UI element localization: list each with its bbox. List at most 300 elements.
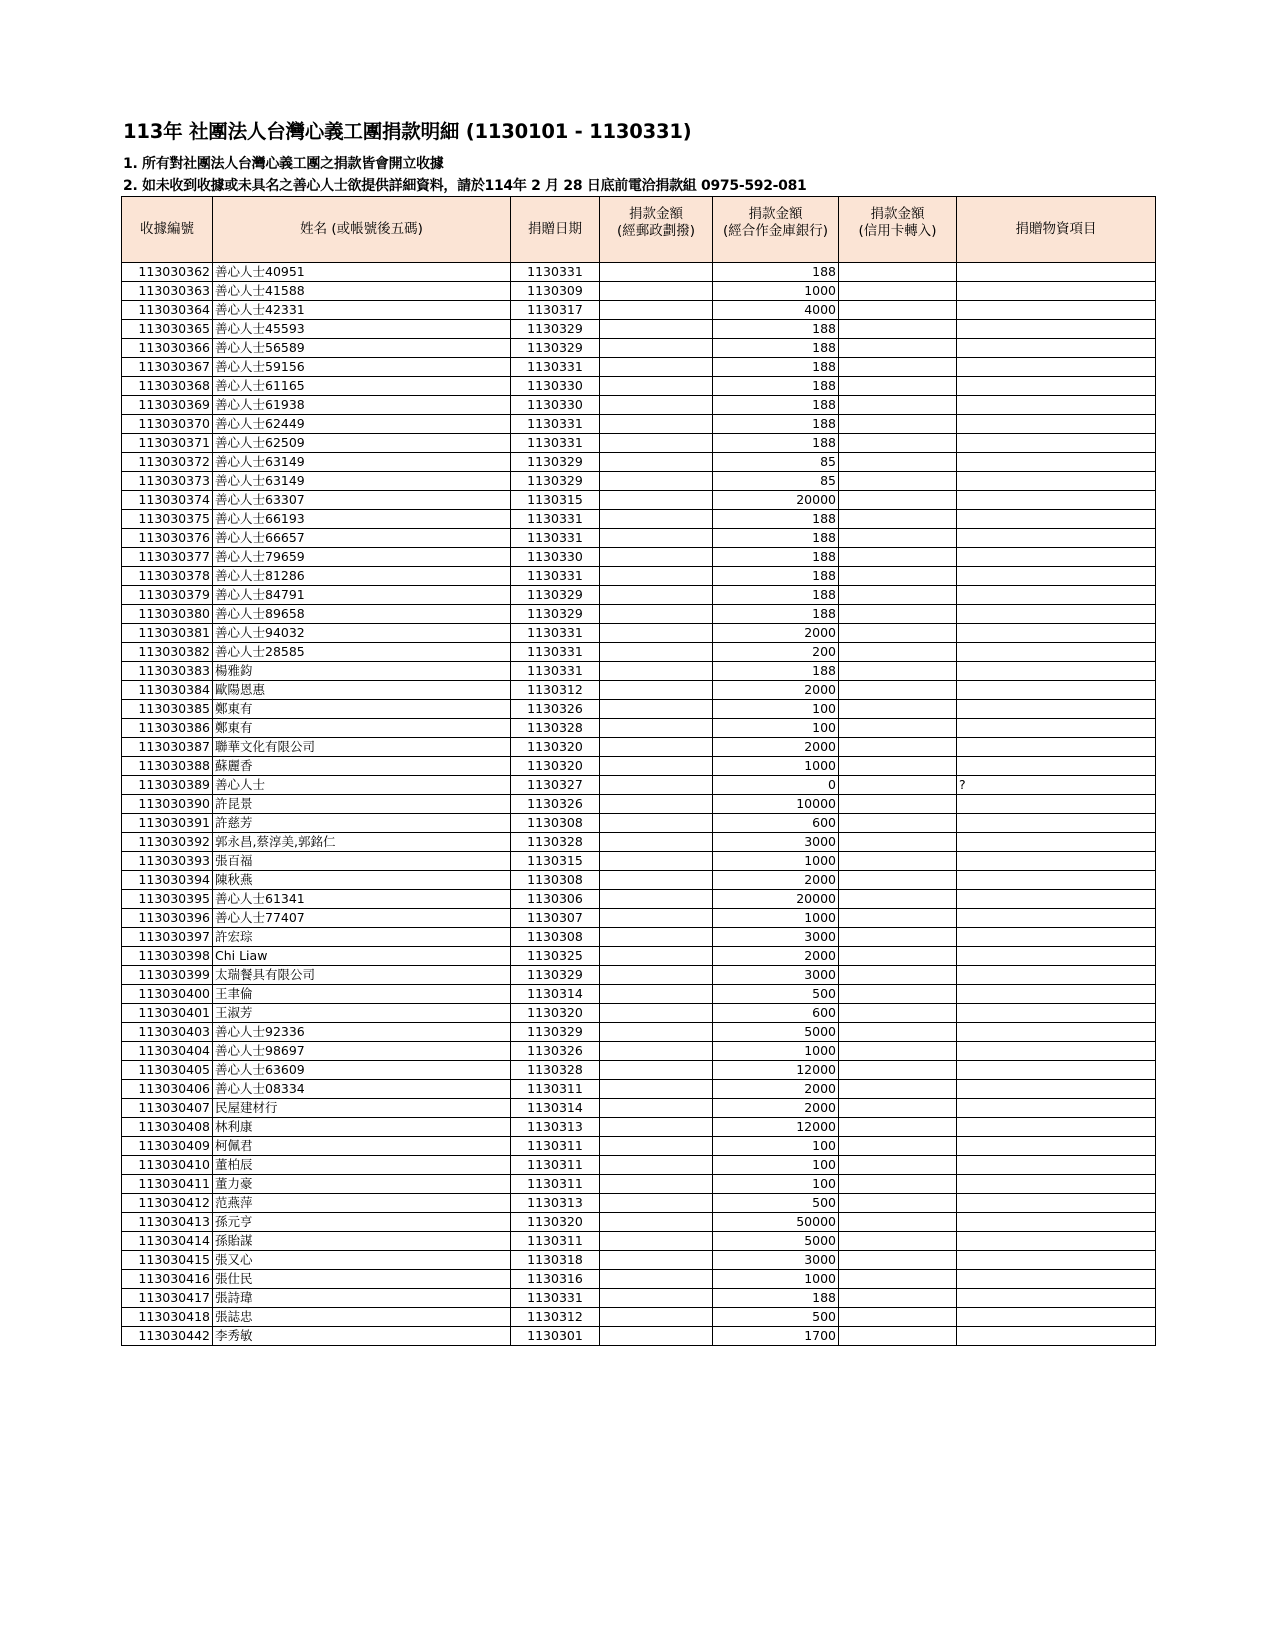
table-row <box>122 1137 1156 1156</box>
table-body <box>122 263 1156 1346</box>
cell-goods <box>957 605 1156 624</box>
cell-date: 1130328 <box>511 1061 600 1080</box>
cell-goods <box>957 947 1156 966</box>
cell-card <box>839 472 957 491</box>
cell-name: 張仕民 <box>213 1270 511 1289</box>
table-row <box>122 510 1156 529</box>
cell-card <box>839 700 957 719</box>
cell-date: 1130312 <box>511 1308 600 1327</box>
col-header-bank <box>713 197 839 263</box>
cell-receipt: 113030393 <box>122 852 213 871</box>
cell-date: 1130314 <box>511 1099 600 1118</box>
cell-card <box>839 1099 957 1118</box>
cell-goods <box>957 909 1156 928</box>
col-header-bank-line2: (經合作金庫銀行) <box>722 223 829 239</box>
cell-name: 善心人士61165 <box>213 377 511 396</box>
cell-card <box>839 757 957 776</box>
cell-date: 1130329 <box>511 1023 600 1042</box>
cell-goods <box>957 491 1156 510</box>
cell-goods <box>957 757 1156 776</box>
cell-postal <box>600 529 713 548</box>
cell-goods <box>957 985 1156 1004</box>
table-row <box>122 1270 1156 1289</box>
table-row <box>122 719 1156 738</box>
cell-card <box>839 339 957 358</box>
cell-date: 1130328 <box>511 719 600 738</box>
cell-postal <box>600 985 713 1004</box>
cell-name: 鄭東有 <box>213 700 511 719</box>
cell-name: 孫元亨 <box>213 1213 511 1232</box>
cell-receipt: 113030365 <box>122 320 213 339</box>
cell-bank: 0 <box>713 776 839 795</box>
cell-bank: 3000 <box>713 966 839 985</box>
cell-date: 1130331 <box>511 358 600 377</box>
table-row <box>122 681 1156 700</box>
cell-receipt: 113030384 <box>122 681 213 700</box>
cell-card <box>839 852 957 871</box>
cell-bank: 100 <box>713 1137 839 1156</box>
cell-receipt: 113030390 <box>122 795 213 814</box>
cell-name: 善心人士28585 <box>213 643 511 662</box>
cell-postal <box>600 453 713 472</box>
cell-date: 1130320 <box>511 1213 600 1232</box>
cell-goods <box>957 1023 1156 1042</box>
table-row <box>122 738 1156 757</box>
cell-postal <box>600 700 713 719</box>
cell-goods <box>957 567 1156 586</box>
cell-bank: 85 <box>713 472 839 491</box>
cell-postal <box>600 1175 713 1194</box>
cell-date: 1130309 <box>511 282 600 301</box>
cell-postal <box>600 320 713 339</box>
cell-name: 民屋建材行 <box>213 1099 511 1118</box>
cell-card <box>839 1042 957 1061</box>
cell-goods <box>957 624 1156 643</box>
cell-goods <box>957 1080 1156 1099</box>
cell-goods <box>957 1118 1156 1137</box>
table-header-row <box>122 197 1156 263</box>
cell-bank: 50000 <box>713 1213 839 1232</box>
col-header-goods: 捐贈物資項目 <box>957 197 1156 263</box>
table-row <box>122 605 1156 624</box>
cell-card <box>839 1232 957 1251</box>
cell-name: 善心人士63307 <box>213 491 511 510</box>
cell-postal <box>600 662 713 681</box>
cell-card <box>839 966 957 985</box>
cell-name: 許昆景 <box>213 795 511 814</box>
cell-postal <box>600 871 713 890</box>
table-row <box>122 757 1156 776</box>
table-row <box>122 434 1156 453</box>
cell-goods <box>957 1251 1156 1270</box>
table-row <box>122 339 1156 358</box>
cell-name: 張又心 <box>213 1251 511 1270</box>
cell-receipt: 113030372 <box>122 453 213 472</box>
cell-goods <box>957 643 1156 662</box>
cell-name: 聯華文化有限公司 <box>213 738 511 757</box>
cell-goods <box>957 662 1156 681</box>
cell-goods <box>957 320 1156 339</box>
cell-name: 善心人士61341 <box>213 890 511 909</box>
table-row <box>122 1213 1156 1232</box>
cell-receipt: 113030371 <box>122 434 213 453</box>
cell-postal <box>600 947 713 966</box>
cell-bank: 188 <box>713 510 839 529</box>
cell-date: 1130331 <box>511 529 600 548</box>
cell-bank: 12000 <box>713 1118 839 1137</box>
cell-bank: 5000 <box>713 1023 839 1042</box>
cell-postal <box>600 681 713 700</box>
cell-date: 1130312 <box>511 681 600 700</box>
cell-bank: 1000 <box>713 1042 839 1061</box>
cell-postal <box>600 1004 713 1023</box>
cell-date: 1130308 <box>511 928 600 947</box>
table-row <box>122 966 1156 985</box>
cell-card <box>839 301 957 320</box>
cell-goods <box>957 871 1156 890</box>
cell-date: 1130330 <box>511 396 600 415</box>
table-row <box>122 567 1156 586</box>
page-title: 113年 社團法人台灣心義工團捐款明細 (1130101 - 1130331) <box>123 120 692 143</box>
cell-name: 善心人士94032 <box>213 624 511 643</box>
cell-card <box>839 624 957 643</box>
cell-goods <box>957 453 1156 472</box>
cell-name: 善心人士63149 <box>213 472 511 491</box>
cell-date: 1130331 <box>511 1289 600 1308</box>
table-row <box>122 776 1156 795</box>
cell-date: 1130329 <box>511 605 600 624</box>
cell-postal <box>600 339 713 358</box>
cell-card <box>839 833 957 852</box>
cell-receipt: 113030398 <box>122 947 213 966</box>
table-row <box>122 529 1156 548</box>
table-row <box>122 871 1156 890</box>
cell-postal <box>600 852 713 871</box>
cell-postal <box>600 415 713 434</box>
cell-date: 1130331 <box>511 567 600 586</box>
cell-bank: 2000 <box>713 738 839 757</box>
cell-receipt: 113030418 <box>122 1308 213 1327</box>
cell-name: 善心人士62449 <box>213 415 511 434</box>
cell-name: 善心人士77407 <box>213 909 511 928</box>
cell-goods <box>957 681 1156 700</box>
cell-postal <box>600 1023 713 1042</box>
cell-receipt: 113030377 <box>122 548 213 567</box>
cell-goods <box>957 1289 1156 1308</box>
cell-name: 王淑芳 <box>213 1004 511 1023</box>
cell-date: 1130329 <box>511 339 600 358</box>
cell-postal <box>600 890 713 909</box>
table-row <box>122 1175 1156 1194</box>
table-row <box>122 586 1156 605</box>
cell-card <box>839 453 957 472</box>
cell-name: 善心人士66657 <box>213 529 511 548</box>
cell-date: 1130331 <box>511 662 600 681</box>
cell-goods <box>957 1156 1156 1175</box>
cell-card <box>839 1156 957 1175</box>
cell-card <box>839 890 957 909</box>
cell-bank: 2000 <box>713 681 839 700</box>
cell-name: 許宏琮 <box>213 928 511 947</box>
cell-card <box>839 586 957 605</box>
cell-date: 1130328 <box>511 833 600 852</box>
cell-goods <box>957 700 1156 719</box>
col-header-card-line2: (信用卡轉入) <box>858 223 937 239</box>
cell-receipt: 113030403 <box>122 1023 213 1042</box>
cell-receipt: 113030399 <box>122 966 213 985</box>
cell-card <box>839 795 957 814</box>
cell-postal <box>600 1289 713 1308</box>
cell-name: 善心人士79659 <box>213 548 511 567</box>
cell-date: 1130315 <box>511 852 600 871</box>
cell-bank: 188 <box>713 377 839 396</box>
cell-receipt: 113030380 <box>122 605 213 624</box>
table-row <box>122 814 1156 833</box>
cell-postal <box>600 1213 713 1232</box>
donation-table <box>121 196 1156 1346</box>
cell-date: 1130311 <box>511 1137 600 1156</box>
cell-name: 柯佩君 <box>213 1137 511 1156</box>
cell-bank: 100 <box>713 719 839 738</box>
cell-card <box>839 1308 957 1327</box>
cell-bank: 1000 <box>713 1270 839 1289</box>
cell-postal <box>600 1061 713 1080</box>
cell-goods <box>957 1194 1156 1213</box>
cell-date: 1130318 <box>511 1251 600 1270</box>
cell-date: 1130329 <box>511 453 600 472</box>
cell-goods <box>957 795 1156 814</box>
cell-receipt: 113030401 <box>122 1004 213 1023</box>
cell-card <box>839 738 957 757</box>
cell-bank: 1000 <box>713 282 839 301</box>
cell-goods <box>957 472 1156 491</box>
cell-postal <box>600 1099 713 1118</box>
table-row <box>122 1327 1156 1346</box>
cell-date: 1130331 <box>511 510 600 529</box>
cell-name: 李秀敏 <box>213 1327 511 1346</box>
cell-card <box>839 1251 957 1270</box>
cell-postal <box>600 491 713 510</box>
cell-name: 楊雅鈞 <box>213 662 511 681</box>
cell-receipt: 113030414 <box>122 1232 213 1251</box>
cell-name: 善心人士59156 <box>213 358 511 377</box>
cell-goods <box>957 263 1156 282</box>
cell-bank: 2000 <box>713 947 839 966</box>
cell-receipt: 113030364 <box>122 301 213 320</box>
cell-name: 鄭東有 <box>213 719 511 738</box>
cell-goods <box>957 377 1156 396</box>
cell-date: 1130320 <box>511 738 600 757</box>
cell-name: 善心人士41588 <box>213 282 511 301</box>
cell-receipt: 113030366 <box>122 339 213 358</box>
cell-receipt: 113030379 <box>122 586 213 605</box>
cell-receipt: 113030373 <box>122 472 213 491</box>
cell-receipt: 113030396 <box>122 909 213 928</box>
cell-bank: 188 <box>713 339 839 358</box>
table-row <box>122 795 1156 814</box>
cell-postal <box>600 1156 713 1175</box>
cell-date: 1130329 <box>511 586 600 605</box>
cell-receipt: 113030404 <box>122 1042 213 1061</box>
cell-postal <box>600 795 713 814</box>
cell-goods <box>957 1175 1156 1194</box>
cell-goods <box>957 1213 1156 1232</box>
cell-bank: 188 <box>713 548 839 567</box>
cell-bank: 4000 <box>713 301 839 320</box>
cell-card <box>839 282 957 301</box>
cell-name: 郭永昌,蔡淳美,郭銘仁 <box>213 833 511 852</box>
table-row <box>122 1042 1156 1061</box>
cell-card <box>839 1194 957 1213</box>
cell-name: Chi Liaw <box>213 947 511 966</box>
cell-receipt: 113030392 <box>122 833 213 852</box>
cell-date: 1130327 <box>511 776 600 795</box>
cell-card <box>839 605 957 624</box>
cell-date: 1130326 <box>511 1042 600 1061</box>
cell-card <box>839 529 957 548</box>
cell-postal <box>600 928 713 947</box>
cell-card <box>839 985 957 1004</box>
table-row <box>122 396 1156 415</box>
table-row <box>122 415 1156 434</box>
cell-name: 善心人士61938 <box>213 396 511 415</box>
note-receipt: 1. 所有對社團法人台灣心義工團之捐款皆會開立收據 <box>123 156 444 172</box>
cell-goods <box>957 833 1156 852</box>
table-row <box>122 263 1156 282</box>
cell-bank: 500 <box>713 1194 839 1213</box>
cell-postal <box>600 776 713 795</box>
cell-name: 張誌忠 <box>213 1308 511 1327</box>
cell-postal <box>600 301 713 320</box>
table-row <box>122 377 1156 396</box>
cell-date: 1130311 <box>511 1232 600 1251</box>
cell-date: 1130331 <box>511 434 600 453</box>
table-row <box>122 1118 1156 1137</box>
cell-date: 1130330 <box>511 548 600 567</box>
table-row <box>122 890 1156 909</box>
table-row <box>122 833 1156 852</box>
cell-card <box>839 358 957 377</box>
cell-postal <box>600 738 713 757</box>
col-header-receipt: 收據編號 <box>122 197 213 263</box>
cell-bank: 188 <box>713 263 839 282</box>
cell-postal <box>600 548 713 567</box>
cell-bank: 10000 <box>713 795 839 814</box>
table-row <box>122 909 1156 928</box>
table-row <box>122 662 1156 681</box>
cell-card <box>839 415 957 434</box>
col-header-card <box>839 197 957 263</box>
cell-bank: 85 <box>713 453 839 472</box>
cell-bank: 188 <box>713 1289 839 1308</box>
table-row <box>122 852 1156 871</box>
cell-date: 1130317 <box>511 301 600 320</box>
cell-bank: 2000 <box>713 871 839 890</box>
col-header-postal-line1: 捐款金額 <box>629 206 683 222</box>
cell-postal <box>600 567 713 586</box>
cell-name: 善心人士92336 <box>213 1023 511 1042</box>
col-header-postal <box>600 197 713 263</box>
cell-card <box>839 909 957 928</box>
cell-goods <box>957 339 1156 358</box>
table-row <box>122 1308 1156 1327</box>
cell-receipt: 113030388 <box>122 757 213 776</box>
cell-goods <box>957 529 1156 548</box>
cell-bank: 188 <box>713 662 839 681</box>
cell-receipt: 113030385 <box>122 700 213 719</box>
cell-name: 王聿倫 <box>213 985 511 1004</box>
cell-postal <box>600 719 713 738</box>
cell-card <box>839 1080 957 1099</box>
cell-bank: 188 <box>713 529 839 548</box>
cell-receipt: 113030417 <box>122 1289 213 1308</box>
cell-bank: 20000 <box>713 491 839 510</box>
table-row <box>122 301 1156 320</box>
cell-bank: 2000 <box>713 624 839 643</box>
cell-bank: 1700 <box>713 1327 839 1346</box>
table-row <box>122 947 1156 966</box>
cell-postal <box>600 510 713 529</box>
cell-name: 范燕萍 <box>213 1194 511 1213</box>
cell-bank: 188 <box>713 415 839 434</box>
table-row <box>122 1156 1156 1175</box>
cell-receipt: 113030378 <box>122 567 213 586</box>
cell-card <box>839 928 957 947</box>
cell-bank: 2000 <box>713 1099 839 1118</box>
cell-postal <box>600 624 713 643</box>
cell-receipt: 113030376 <box>122 529 213 548</box>
cell-receipt: 113030410 <box>122 1156 213 1175</box>
table-row <box>122 1251 1156 1270</box>
cell-receipt: 113030387 <box>122 738 213 757</box>
table-row <box>122 985 1156 1004</box>
cell-goods <box>957 1042 1156 1061</box>
cell-date: 1130311 <box>511 1080 600 1099</box>
cell-postal <box>600 1042 713 1061</box>
table-row <box>122 1080 1156 1099</box>
cell-goods: ? <box>957 776 1156 795</box>
cell-card <box>839 1213 957 1232</box>
table-row <box>122 1099 1156 1118</box>
cell-name: 董力豪 <box>213 1175 511 1194</box>
cell-bank: 100 <box>713 1156 839 1175</box>
cell-receipt: 113030442 <box>122 1327 213 1346</box>
cell-date: 1130311 <box>511 1175 600 1194</box>
cell-postal <box>600 966 713 985</box>
cell-bank: 188 <box>713 396 839 415</box>
cell-name: 善心人士45593 <box>213 320 511 339</box>
cell-name: 孫貽謀 <box>213 1232 511 1251</box>
cell-card <box>839 434 957 453</box>
cell-name: 陳秋燕 <box>213 871 511 890</box>
cell-goods <box>957 358 1156 377</box>
cell-date: 1130320 <box>511 757 600 776</box>
cell-receipt: 113030368 <box>122 377 213 396</box>
cell-card <box>839 396 957 415</box>
cell-receipt: 113030381 <box>122 624 213 643</box>
cell-postal <box>600 586 713 605</box>
cell-card <box>839 871 957 890</box>
cell-bank: 188 <box>713 605 839 624</box>
cell-date: 1130329 <box>511 966 600 985</box>
cell-card <box>839 1023 957 1042</box>
cell-goods <box>957 719 1156 738</box>
cell-date: 1130313 <box>511 1118 600 1137</box>
cell-receipt: 113030413 <box>122 1213 213 1232</box>
cell-goods <box>957 1308 1156 1327</box>
cell-card <box>839 814 957 833</box>
cell-name: 張百福 <box>213 852 511 871</box>
